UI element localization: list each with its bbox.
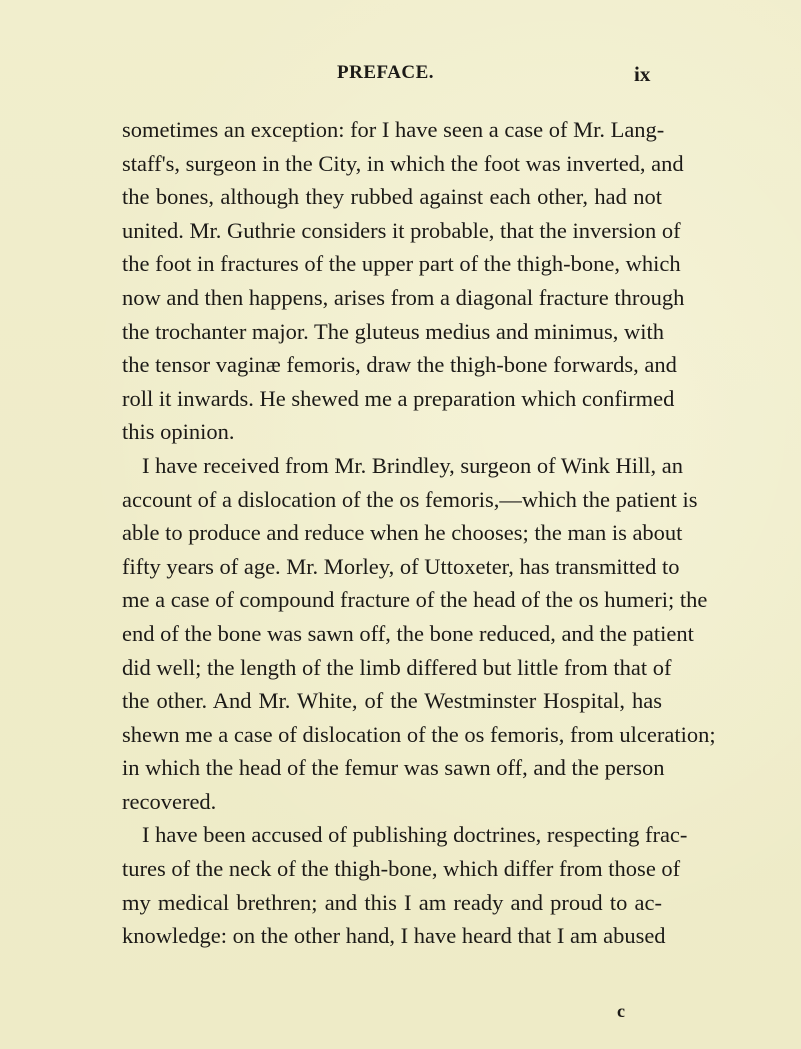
text-line: tures of the neck of the thigh-bone, which differ from those of (122, 856, 681, 882)
text-line: in which the head of the femur was sawn off, and the person (122, 755, 665, 781)
text-line: united. Mr. Guthrie considers it probable, that the inversion of (122, 217, 681, 243)
text-line: account of a dislocation of the os femoris,—which the patient is (122, 486, 698, 512)
text-line: able to produce and reduce when he chooses; the man is about (122, 520, 683, 546)
running-head (0, 62, 801, 92)
page-number: ix (634, 62, 651, 86)
text-line: staff's, surgeon in the City, in which the foot was inverted, and (122, 150, 684, 176)
text-line: sometimes an exception: for I have seen a case of Mr. Lang- (122, 117, 665, 142)
text-line: the other. And Mr. White, of the Westminster Hospital, has (122, 688, 662, 714)
text-line: this opinion. (122, 419, 235, 445)
text-line: the bones, although they rubbed against each other, had not (122, 184, 662, 210)
text-line: now and then happens, arises from a diagonal fracture through (122, 284, 685, 310)
text-line: did well; the length of the limb differed but little from that of (122, 654, 672, 680)
text-line: recovered. (122, 788, 217, 814)
text-line: shewn me a case of dislocation of the os femoris, from ulceration; (122, 721, 716, 747)
text-line: the tensor vaginæ femoris, draw the thigh-bone forwards, and (122, 352, 677, 378)
text-line: knowledge: on the other hand, I have heard that I am abused (122, 923, 666, 949)
body-text (122, 113, 716, 953)
text-line: I have been accused of publishing doctrines, respecting frac- (142, 822, 688, 848)
signature-mark: c (617, 1001, 625, 1021)
text-line: my medical brethren; and this I am ready and proud to ac- (122, 889, 662, 915)
text-line: roll it inwards. He shewed me a preparation which confirmed (122, 385, 675, 411)
text-line: fifty years of age. Mr. Morley, of Uttoxeter, has transmitted to (122, 553, 680, 579)
running-title: PREFACE. (337, 62, 435, 83)
text-line: I have received from Mr. Brindley, surgeon of Wink Hill, an (142, 452, 684, 478)
text-line: me a case of compound fracture of the head of the os humeri; the (122, 587, 708, 613)
text-line: the foot in fractures of the upper part of the thigh-bone, which (122, 251, 681, 277)
text-line: end of the bone was sawn off, the bone reduced, and the patient (122, 620, 694, 646)
text-line: the trochanter major. The gluteus medius and minimus, with (122, 318, 664, 344)
